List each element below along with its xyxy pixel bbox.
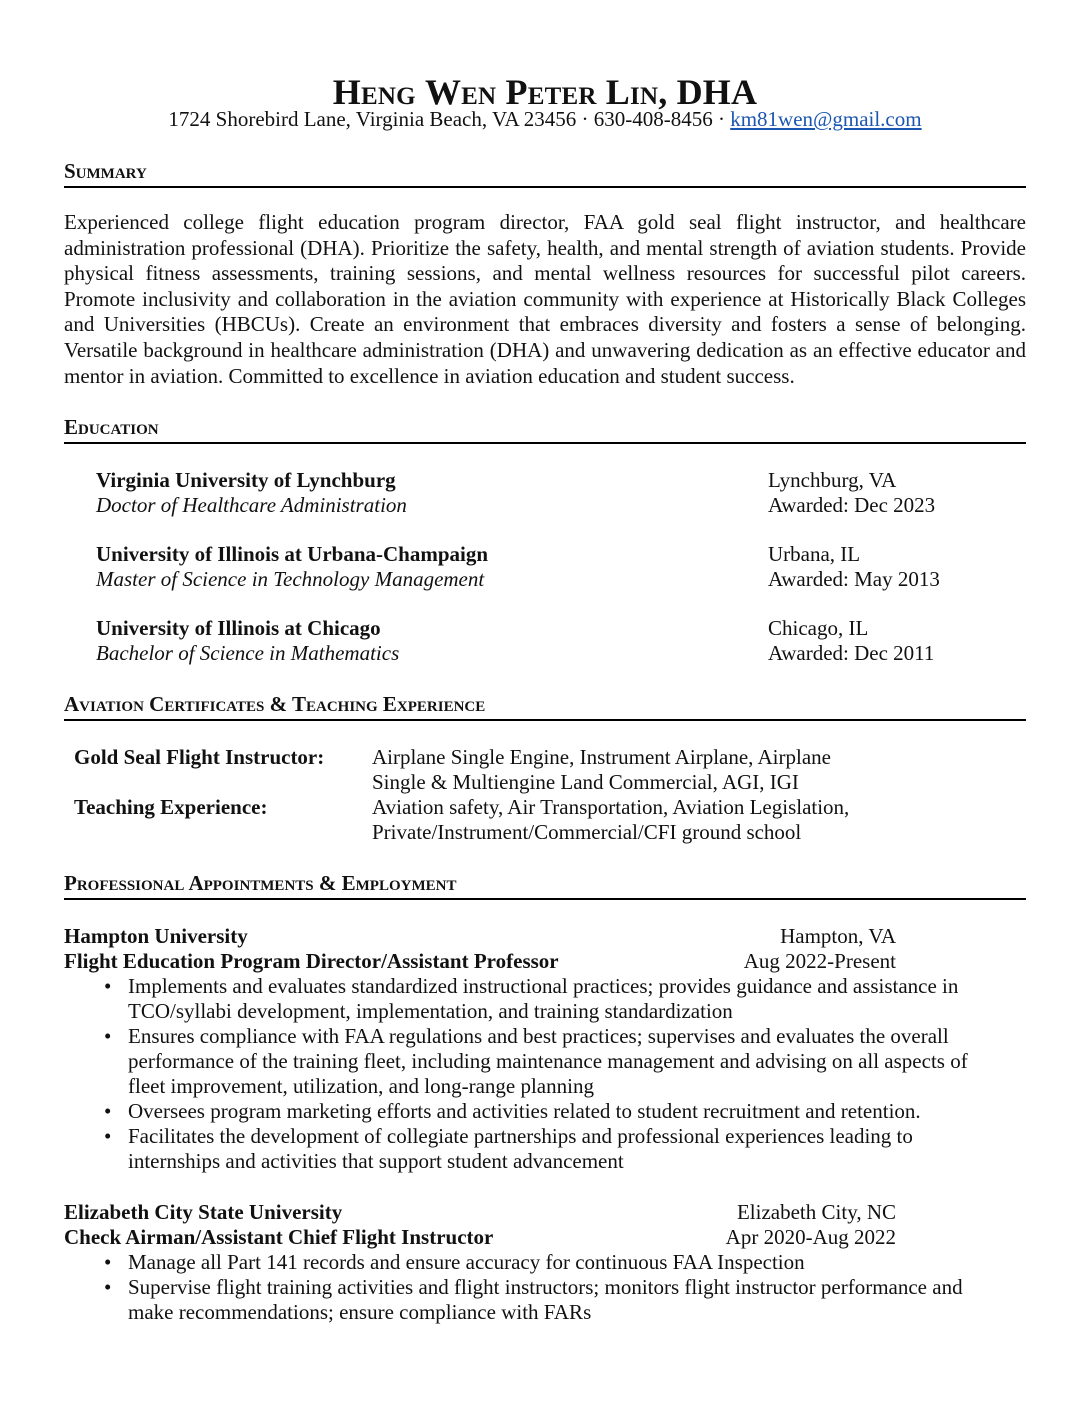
job-entry (64, 1200, 1026, 1325)
job-location: Elizabeth City, NC (736, 1200, 896, 1224)
section-heading-aviation: Aviation Certificates & Teaching Experience (64, 691, 1026, 721)
school-location: Chicago, IL (768, 616, 869, 640)
job-location: Hampton, VA (780, 924, 896, 948)
summary-text: Experienced college flight education program director, FAA gold seal flight instructor, and healthcare administration professional (DHA). Prioritize the safety, health, and mental strength of aviation students. Provide physical fitness assessments, training sessions, and mental wellness resources for successful pilot careers. Promote inclusivity and collaboration in the aviation community with experience at Historically Black Colleges and Universities (HBCUs). Create an environment that embraces diversity and fosters a sense of belonging. Versatile background in healthcare administration (DHA) and unwavering dedication as an effective educator and mentor in aviation. Committed to excellence in aviation education and student success. (64, 210, 1026, 388)
job-bullets (64, 974, 1026, 1174)
certificate-value: Single & Multiengine Land Commercial, AGI, IGI (372, 770, 799, 794)
bullet-icon: • (104, 974, 112, 998)
job-bullet: • Oversees program marketing efforts and activities related to student recruitment and retention. (104, 1099, 921, 1123)
bullet-icon: • (104, 1124, 112, 1148)
bullet-icon: • (104, 1099, 112, 1123)
job-bullet: • Supervise flight training activities and flight instructors; monitors flight instructor performance and make recommendations; ensure compliance with FARs (104, 1275, 963, 1324)
education-entry (96, 468, 996, 518)
job-entry (64, 924, 1026, 1174)
job-bullet: • Manage all Part 141 records and ensure accuracy for continuous FAA Inspection (104, 1250, 805, 1274)
school-location: Urbana, IL (768, 542, 861, 566)
awarded-date: Awarded: May 2013 (768, 567, 940, 591)
name-last: Lin (605, 72, 659, 112)
certificate-value: Private/Instrument/Commercial/CFI ground school (372, 820, 802, 844)
section-heading-education: Education (64, 414, 1026, 444)
name-preferred: Peter (505, 72, 597, 112)
candidate-name: Heng Wen Peter Lin, DHA (332, 72, 758, 112)
bullet-icon: • (104, 1275, 112, 1299)
email-link[interactable]: km81wen@gmail.com (730, 107, 922, 131)
name-credential: DHA (676, 72, 758, 112)
education-entry (96, 542, 996, 592)
awarded-date: Awarded: Dec 2011 (768, 641, 935, 665)
name-first: Heng (332, 72, 416, 112)
bullet-icon: • (104, 1250, 112, 1274)
degree: Master of Science in Technology Management (96, 567, 485, 591)
separator: · (581, 107, 589, 131)
education-entry (96, 616, 996, 666)
section-heading-summary: Summary (64, 158, 1026, 188)
job-bullets (64, 1250, 1026, 1325)
name-middle: Wen (424, 72, 497, 112)
job-title: Check Airman/Assistant Chief Flight Instructor (64, 1225, 494, 1249)
section-heading-employment: Professional Appointments & Employment (64, 870, 1026, 900)
school-location: Lynchburg, VA (768, 468, 897, 492)
address: 1724 Shorebird Lane, Virginia Beach, VA 23456 (168, 107, 577, 131)
certificate-value: Aviation safety, Air Transportation, Aviation Legislation, (372, 795, 850, 819)
employer: Hampton University (64, 924, 248, 948)
bullet-icon: • (104, 1024, 112, 1048)
job-title: Flight Education Program Director/Assistant Professor (64, 949, 559, 973)
job-dates: Aug 2022-Present (743, 949, 896, 973)
school-name: Virginia University of Lynchburg (96, 468, 396, 492)
job-bullet: • Implements and evaluates standardized instructional practices; provides guidance and assistance in TCO/syllabi development, implementation, and training standardization (104, 974, 959, 1023)
school-name: University of Illinois at Urbana-Champaign (96, 542, 489, 566)
awarded-date: Awarded: Dec 2023 (768, 493, 936, 517)
separator: · (717, 107, 725, 131)
certificate-label: Gold Seal Flight Instructor: (74, 745, 325, 769)
job-dates: Apr 2020-Aug 2022 (725, 1225, 896, 1249)
degree: Bachelor of Science in Mathematics (96, 641, 400, 665)
school-name: University of Illinois at Chicago (96, 616, 381, 640)
certificate-label: Teaching Experience: (74, 795, 268, 819)
contact-line (64, 106, 1026, 132)
degree: Doctor of Healthcare Administration (96, 493, 407, 517)
phone: 630-408-8456 (593, 107, 713, 131)
certificate-value: Airplane Single Engine, Instrument Airplane, Airplane (372, 745, 831, 769)
job-bullet: • Facilitates the development of collegiate partnerships and professional experiences leading to internships and activities that support student advancement (104, 1124, 913, 1173)
job-bullet: • Ensures compliance with FAA regulations and best practices; supervises and evaluates the overall performance of the training fleet, including maintenance management and advising on all aspects of fleet improvement, utilization, and long-range planning (104, 1024, 968, 1098)
employer: Elizabeth City State University (64, 1200, 343, 1224)
